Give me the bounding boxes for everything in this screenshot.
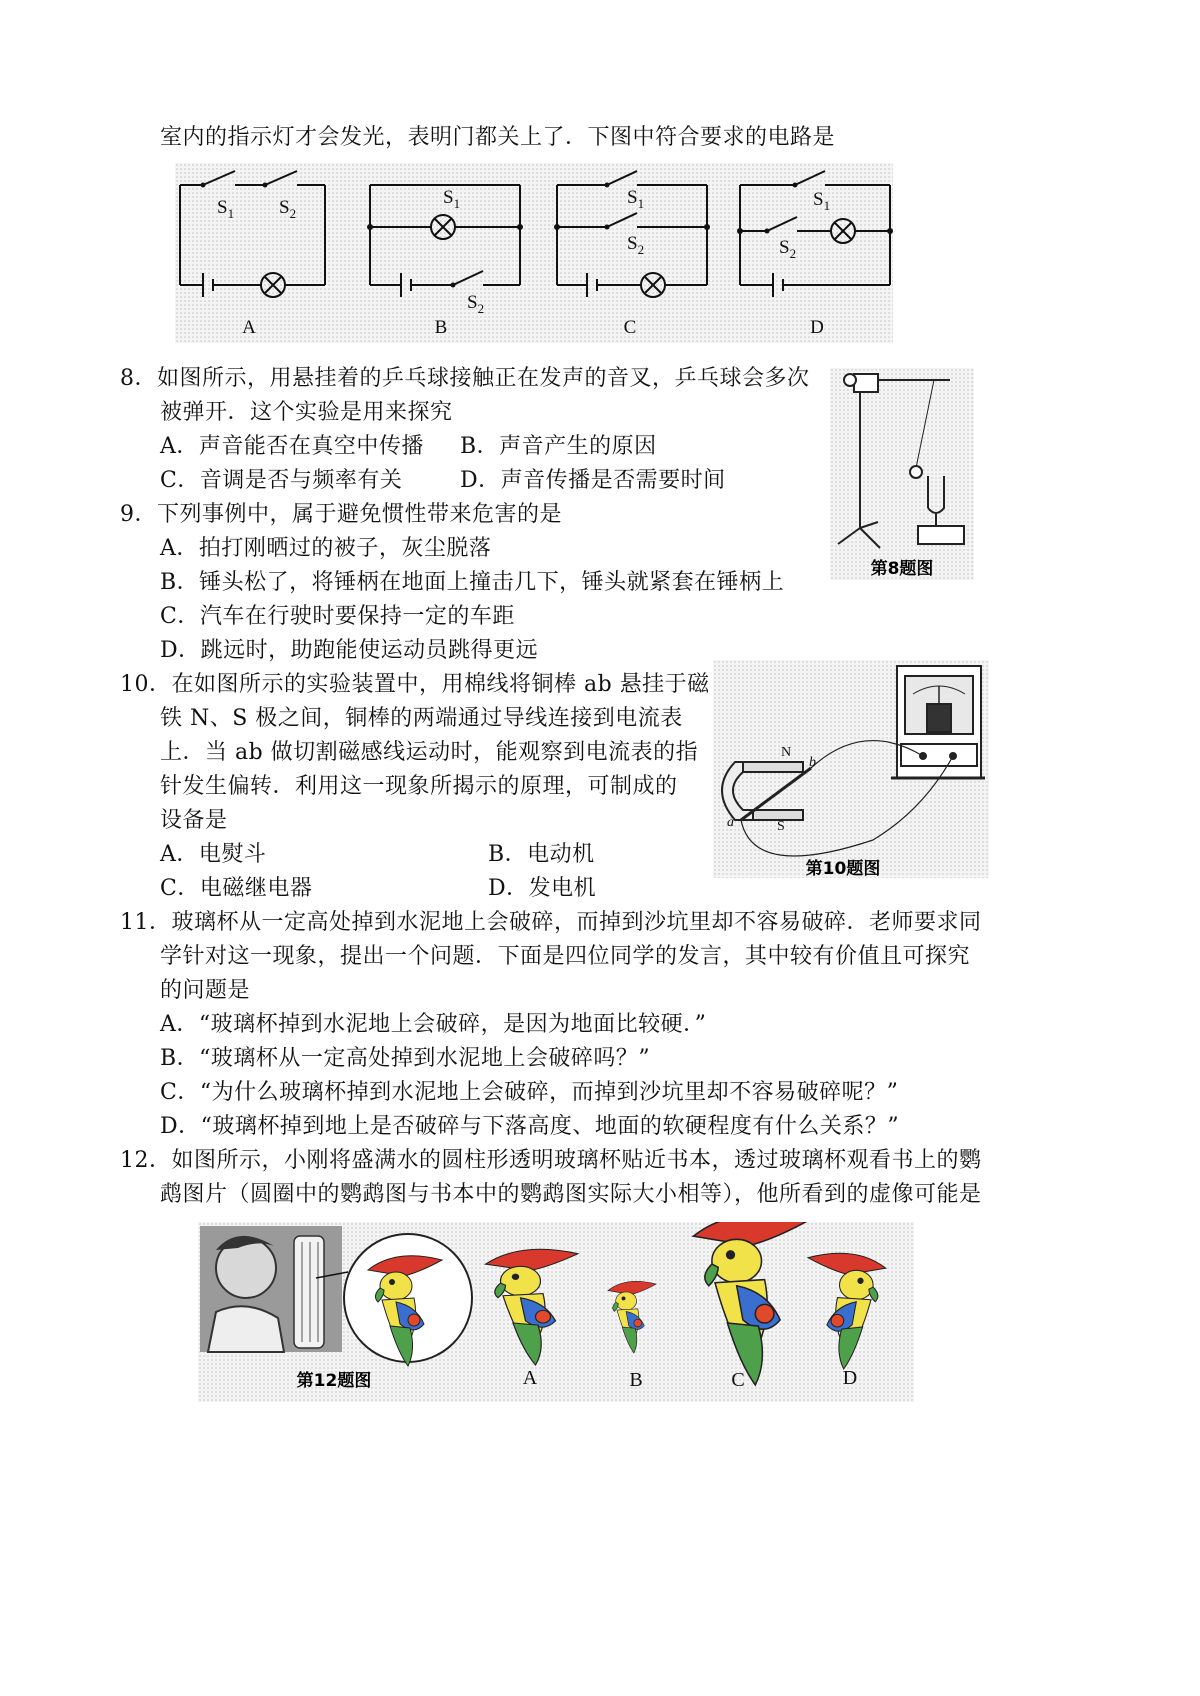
q8-stem-line1: 8．如图所示，用悬挂着的乒乓球接触正在发声的音叉，乒乓球会多次 — [120, 366, 810, 391]
circuit-label-c: C — [623, 317, 637, 338]
q10-stem-line3: 上．当 ab 做切割磁感线运动时，能观察到电流表的指 — [160, 740, 699, 765]
fig10-label-a: a — [727, 815, 734, 830]
q10-generator-figure — [713, 660, 989, 878]
fig10-label-n: N — [781, 745, 792, 760]
q10-option-d: D．发电机 — [488, 876, 597, 901]
q7-circuits-figure — [175, 163, 893, 343]
q12-parrot-a — [486, 1249, 579, 1365]
q11-stem-line2: 学针对这一现象，提出一个问题．下面是四位同学的发言，其中较有价值且可探究 — [160, 944, 971, 969]
circuit-a — [180, 171, 325, 297]
q10-option-b: B．电动机 — [488, 842, 595, 867]
q9-option-b: B．锤头松了，将锤柄在地面上撞击几下，锤头就紧套在锤柄上 — [160, 570, 785, 595]
q10-stem-line5: 设备是 — [160, 808, 228, 833]
c-s1-label: $S_1$ — [627, 187, 645, 211]
q12-label-d: D — [842, 1367, 858, 1389]
q12-parrot-c — [693, 1222, 808, 1385]
q10-figure-svg — [713, 660, 989, 878]
q7-circuits-svg — [175, 163, 893, 343]
d-s2-label: $S_2$ — [779, 237, 797, 261]
a-s2-label: $S_2$ — [279, 197, 297, 221]
q9-option-a: A．拍打刚晒过的被子，灰尘脱落 — [160, 536, 492, 561]
b-s1-label: $S_1$ — [443, 187, 461, 211]
q12-label-a: A — [522, 1367, 538, 1389]
q9-option-d: D．跳远时，助跑能使运动员跳得更远 — [160, 638, 539, 663]
q11-option-a: A．“玻璃杯掉到水泥地上会破碎，是因为地面比较硬．” — [160, 1012, 707, 1037]
q11-stem-line1: 11．玻璃杯从一定高处掉到水泥地上会破碎，而掉到沙坑里却不容易破碎．老师要求同 — [120, 910, 982, 935]
q12-parrot-b — [608, 1281, 656, 1353]
q9-stem: 9．下列事例中，属于避免惯性带来危害的是 — [120, 502, 562, 527]
q12-label-b: B — [629, 1369, 643, 1391]
q7-stem-continued: 室内的指示灯才会发光，表明门都关上了．下图中符合要求的电路是 — [160, 125, 836, 150]
q8-option-c: C．音调是否与频率有关 — [160, 468, 403, 493]
a-s1-label: $S_1$ — [217, 197, 235, 221]
d-s1-label: $S_1$ — [813, 189, 831, 213]
q11-option-d: D．“玻璃杯掉到地上是否破碎与下落高度、地面的软硬程度有什么关系？” — [160, 1114, 900, 1139]
q12-figure-svg — [198, 1222, 914, 1402]
q11-option-b: B．“玻璃杯从一定高处掉到水泥地上会破碎吗？” — [160, 1046, 651, 1071]
fig10-label-s: S — [777, 819, 785, 834]
q8-figure-caption: 第8题图 — [870, 559, 934, 579]
q10-stem-line1: 10．在如图所示的实验装置中，用棉线将铜棒 ab 悬挂于磁 — [120, 672, 710, 697]
q12-parrot-figure — [198, 1222, 914, 1402]
q12-label-c: C — [731, 1369, 745, 1391]
q8-tuning-fork-figure — [830, 368, 974, 580]
q8-option-d: D．声音传播是否需要时间 — [460, 468, 726, 493]
q11-stem-line3: 的问题是 — [160, 978, 251, 1003]
q8-stem-line2: 被弹开．这个实验是用来探究 — [160, 400, 453, 425]
q11-option-c: C．“为什么玻璃杯掉到水泥地上会破碎，而掉到沙坑里却不容易破碎呢？” — [160, 1080, 899, 1105]
q10-stem-line4: 针发生偏转．利用这一现象所揭示的原理，可制成的 — [160, 774, 678, 799]
q8-option-b: B．声音产生的原因 — [460, 434, 657, 459]
fig10-label-b: b — [809, 755, 816, 770]
q10-option-c: C．电磁继电器 — [160, 876, 313, 901]
b-s2-label: $S_2$ — [467, 292, 485, 316]
q10-stem-line2: 铁 N、S 极之间，铜棒的两端通过导线连接到电流表 — [160, 706, 683, 731]
circuit-label-b: B — [434, 317, 448, 338]
q10-option-a: A．电熨斗 — [160, 842, 267, 867]
q8-option-a: A．声音能否在真空中传播 — [160, 434, 424, 459]
q12-stem-line1: 12．如图所示，小刚将盛满水的圆柱形透明玻璃杯贴近书本，透过玻璃杯观看书上的鹦 — [120, 1148, 982, 1173]
q12-parrot-d — [808, 1253, 886, 1369]
q9-option-c: C．汽车在行驶时要保持一定的车距 — [160, 604, 515, 629]
c-s2-label: $S_2$ — [627, 233, 645, 257]
circuit-label-a: A — [242, 317, 256, 338]
q10-figure-caption: 第10题图 — [805, 859, 881, 878]
circuit-label-d: D — [810, 317, 824, 338]
q12-figure-caption: 第12题图 — [296, 1371, 372, 1391]
q12-stem-line2: 鹉图片（圆圈中的鹦鹉图与书本中的鹦鹉图实际大小相等），他所看到的虚像可能是 — [160, 1182, 982, 1207]
q8-figure-svg — [830, 368, 974, 580]
